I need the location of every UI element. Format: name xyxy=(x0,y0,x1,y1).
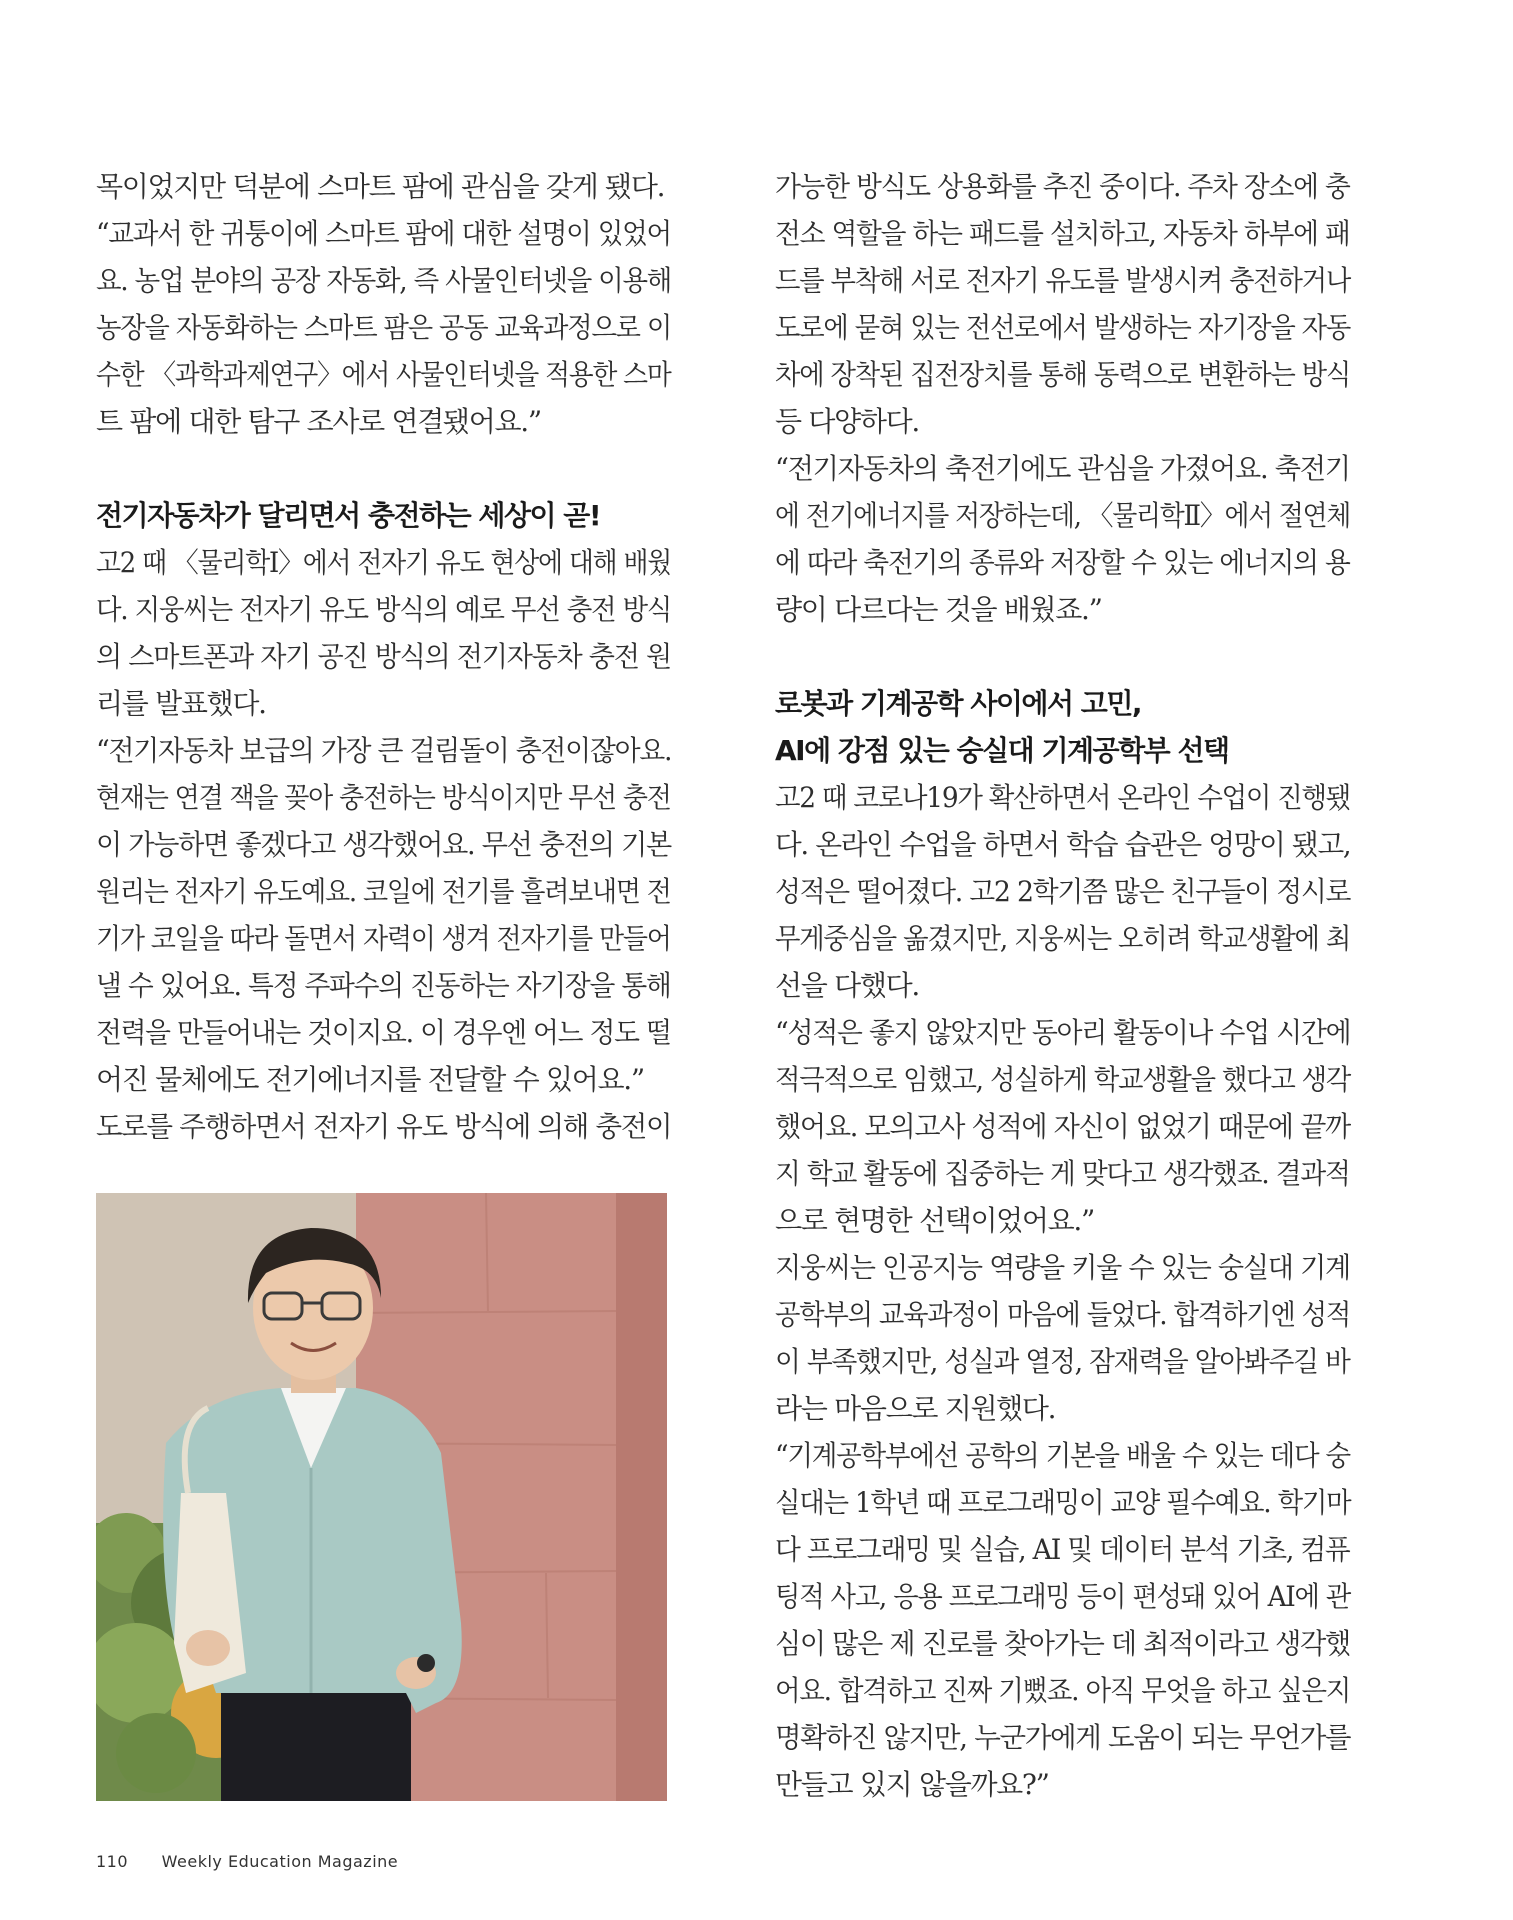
right-text-line: 팅적 사고, 응용 프로그래밍 등이 편성돼 있어 AI에 관 xyxy=(775,1580,1351,1613)
right-text-line: “전기자동차의 축전기에도 관심을 가졌어요. 축전기 xyxy=(775,452,1350,485)
left-text-line: 목이었지만 덕분에 스마트 팜에 관심을 갖게 됐다. xyxy=(96,170,665,203)
left-text-line: 어진 물체에도 전기에너지를 전달할 수 있어요.” xyxy=(96,1063,644,1096)
left-text-line: 수한 〈과학과제연구〉에서 사물인터넷을 적용한 스마 xyxy=(96,358,671,391)
page-number: 110 xyxy=(96,1852,129,1871)
right-text-line: 고2 때 코로나19가 확산하면서 온라인 수업이 진행됐 xyxy=(775,781,1351,814)
left-text-line: 요. 농업 분야의 공장 자동화, 즉 사물인터넷을 이용해 xyxy=(96,264,672,297)
right-text-column xyxy=(775,163,1350,1808)
left-text-column xyxy=(96,163,671,1150)
right-text-line: 심이 많은 제 진로를 찾아가는 데 최적이라고 생각했 xyxy=(775,1627,1350,1660)
right-section-heading: AI에 강점 있는 숭실대 기계공학부 선택 xyxy=(775,734,1229,767)
right-text-line: 전소 역할을 하는 패드를 설치하고, 자동차 하부에 패 xyxy=(775,217,1350,250)
right-text-line: 성적은 떨어졌다. 고2 2학기쯤 많은 친구들이 정시로 xyxy=(775,875,1351,908)
right-text-line: 선을 다했다. xyxy=(775,969,919,1002)
right-text-line: 지 학교 활동에 집중하는 게 맞다고 생각했죠. 결과적 xyxy=(775,1157,1350,1190)
right-text-line: 했어요. 모의고사 성적에 자신이 없었기 때문에 끝까 xyxy=(775,1110,1350,1143)
right-text-line: 무게중심을 옮겼지만, 지웅씨는 오히려 학교생활에 최 xyxy=(775,922,1351,955)
right-text-line: 지웅씨는 인공지능 역량을 키울 수 있는 숭실대 기계 xyxy=(775,1251,1350,1284)
right-text-line: 차에 장착된 집전장치를 통해 동력으로 변환하는 방식 xyxy=(775,358,1351,391)
left-text-line: 전력을 만들어내는 것이지요. 이 경우엔 어느 정도 떨 xyxy=(96,1016,671,1049)
right-text-line: 등 다양하다. xyxy=(775,405,919,438)
left-spacer xyxy=(96,445,671,492)
right-text-line: 다. 온라인 수업을 하면서 학습 습관은 엉망이 됐고, xyxy=(775,828,1351,861)
left-text-line: 도로를 주행하면서 전자기 유도 방식에 의해 충전이 xyxy=(96,1110,672,1143)
right-text-line: 드를 부착해 서로 전자기 유도를 발생시켜 충전하거나 xyxy=(775,264,1351,297)
right-text-line: 적극적으로 임했고, 성실하게 학교생활을 했다고 생각 xyxy=(775,1063,1351,1096)
left-text-line: 이 가능하면 좋겠다고 생각했어요. 무선 충전의 기본 xyxy=(96,828,671,861)
left-text-line: 의 스마트폰과 자기 공진 방식의 전기자동차 충전 원 xyxy=(96,640,671,673)
left-text-line: 다. 지웅씨는 전자기 유도 방식의 예로 무선 충전 방식 xyxy=(96,593,672,626)
right-text-line: 량이 다르다는 것을 배웠죠.” xyxy=(775,593,1102,626)
right-text-line: 만들고 있지 않을까요?” xyxy=(775,1768,1049,1801)
right-text-line: 으로 현명한 선택이었어요.” xyxy=(775,1204,1095,1237)
right-text-line: 실대는 1학년 때 프로그래밍이 교양 필수예요. 학기마 xyxy=(775,1486,1351,1519)
right-text-line: 가능한 방식도 상용화를 추진 중이다. 주차 장소에 충 xyxy=(775,170,1350,203)
left-text-line: 리를 발표했다. xyxy=(96,687,266,720)
right-text-line: 명확하진 않지만, 누군가에게 도움이 되는 무언가를 xyxy=(775,1721,1351,1754)
right-text-line: 에 따라 축전기의 종류와 저장할 수 있는 에너지의 용 xyxy=(775,546,1350,579)
right-text-line: 어요. 합격하고 진짜 기뻤죠. 아직 무엇을 하고 싶은지 xyxy=(775,1674,1351,1707)
right-text-line: “성적은 좋지 않았지만 동아리 활동이나 수업 시간에 xyxy=(775,1016,1351,1049)
left-text-line: 트 팜에 대한 탐구 조사로 연결됐어요.” xyxy=(96,405,541,438)
right-text-line: 이 부족했지만, 성실과 열정, 잠재력을 알아봐주길 바 xyxy=(775,1345,1350,1378)
left-text-line: 원리는 전자기 유도예요. 코일에 전기를 흘려보내면 전 xyxy=(96,875,671,908)
magazine-name: Weekly Education Magazine xyxy=(161,1852,399,1871)
right-text-line: 공학부의 교육과정이 마음에 들었다. 합격하기엔 성적 xyxy=(775,1298,1351,1331)
left-text-line: 고2 때 〈물리학Ⅰ〉에서 전자기 유도 현상에 대해 배웠 xyxy=(96,546,672,579)
right-text-line: 도로에 묻혀 있는 전선로에서 발생하는 자기장을 자동 xyxy=(775,311,1351,344)
left-text-line: 기가 코일을 따라 돌면서 자력이 생겨 전자기를 만들어 xyxy=(96,922,671,955)
right-spacer xyxy=(775,633,1350,680)
right-section-heading: 로봇과 기계공학 사이에서 고민, xyxy=(775,687,1142,720)
right-text-line: 에 전기에너지를 저장하는데, 〈물리학Ⅱ〉에서 절연체 xyxy=(775,499,1351,532)
right-text-line: “기계공학부에선 공학의 기본을 배울 수 있는 데다 숭 xyxy=(775,1439,1350,1472)
right-text-line: 다 프로그래밍 및 실습, AI 및 데이터 분석 기초, 컴퓨 xyxy=(775,1533,1350,1566)
left-text-line: 농장을 자동화하는 스마트 팜은 공동 교육과정으로 이 xyxy=(96,311,672,344)
left-text-line: “교과서 한 귀퉁이에 스마트 팜에 대한 설명이 있었어 xyxy=(96,217,671,250)
left-text-line: “전기자동차 보급의 가장 큰 걸림돌이 충전이잖아요. xyxy=(96,734,672,767)
right-text-line: 라는 마음으로 지원했다. xyxy=(775,1392,1056,1425)
left-text-line: 낼 수 있어요. 특정 주파수의 진동하는 자기장을 통해 xyxy=(96,969,671,1002)
left-section-heading: 전기자동차가 달리면서 충전하는 세상이 곧! xyxy=(96,499,601,532)
student-photo xyxy=(96,1193,667,1801)
left-text-line: 현재는 연결 잭을 꽂아 충전하는 방식이지만 무선 충전 xyxy=(96,781,671,814)
page-footer xyxy=(96,1852,398,1871)
